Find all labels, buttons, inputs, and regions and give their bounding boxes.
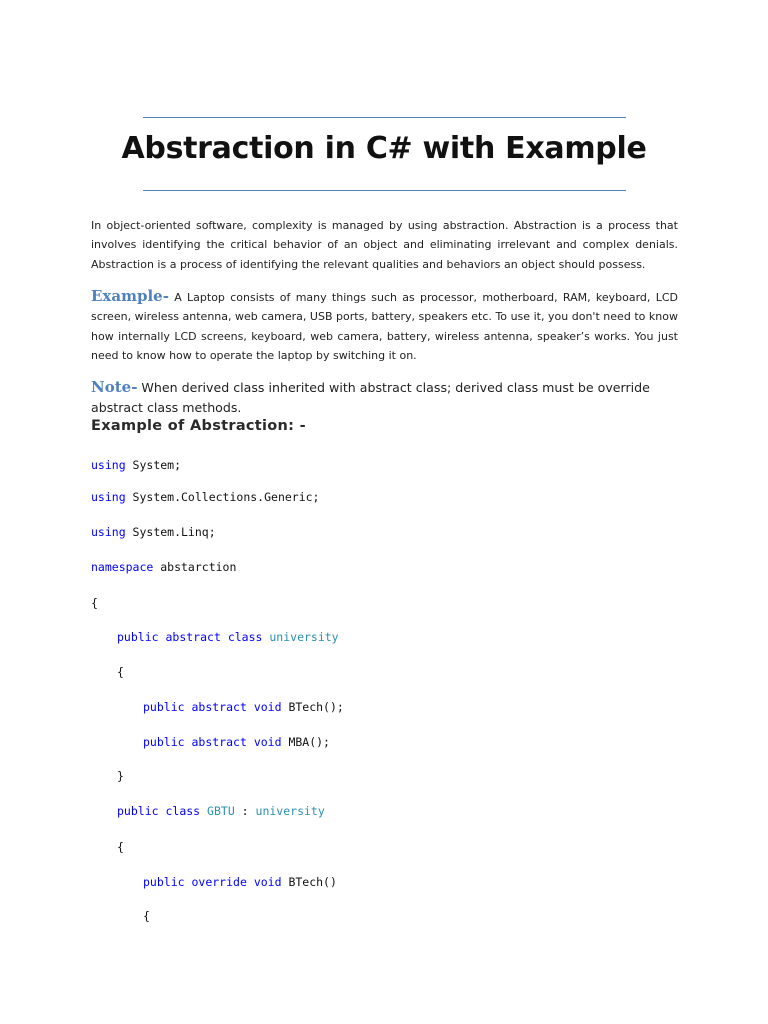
title-top-rule	[143, 117, 626, 118]
code-line-open-brace	[117, 665, 124, 679]
code-keyword: class	[165, 804, 201, 818]
code-type: university	[255, 804, 325, 818]
code-keyword: override	[191, 875, 247, 889]
code-line-abstract-mba	[143, 735, 330, 749]
code-text: :	[234, 804, 256, 818]
code-line-namespace	[91, 560, 236, 574]
note-paragraph	[91, 377, 691, 418]
code-line-open-brace	[117, 840, 124, 854]
code-line-using-collections	[91, 490, 320, 504]
code-text: {	[117, 840, 124, 854]
code-text: System.Linq;	[125, 525, 216, 539]
code-text: }	[117, 769, 124, 783]
code-keyword: using	[91, 458, 126, 472]
code-line-abstract-btech	[143, 700, 344, 714]
code-text: BTech();	[281, 700, 344, 714]
code-line-class-gbtu	[117, 804, 325, 818]
code-text: BTech()	[281, 875, 337, 889]
example-paragraph	[91, 287, 678, 365]
code-keyword: abstract	[165, 630, 221, 644]
code-line-open-brace	[143, 909, 150, 923]
title-bottom-rule	[143, 190, 626, 191]
code-keyword: abstract	[191, 700, 247, 714]
code-keyword: public	[117, 630, 159, 644]
code-keyword: void	[253, 735, 282, 749]
code-text: abstarction	[153, 560, 237, 574]
note-label: Note-	[91, 378, 138, 396]
code-line-using-system	[91, 458, 181, 472]
example-subheading: Example of Abstraction: -	[91, 418, 306, 434]
code-keyword: public	[143, 875, 185, 889]
code-type: GBTU	[207, 804, 235, 818]
code-keyword: using	[91, 525, 126, 539]
intro-paragraph: In object-oriented software, complexity is managed by using abstraction. Abstraction is a process that involves identifying the critical behavior of an object and eliminating irrelevant and complex denials. Abstraction is a process of identifying the relevant qualities and behaviors an object should possess.	[91, 219, 678, 271]
code-keyword: void	[253, 700, 282, 714]
code-keyword: void	[253, 875, 282, 889]
code-line-class-university	[117, 630, 339, 644]
example-label: Example-	[91, 287, 169, 305]
code-line-open-brace	[91, 596, 98, 610]
code-line-close-brace	[117, 769, 124, 783]
page-title: Abstraction in C# with Example	[121, 131, 647, 166]
code-text: {	[91, 596, 98, 610]
code-keyword: public	[143, 700, 185, 714]
code-line-using-linq	[91, 525, 216, 539]
code-text: MBA();	[281, 735, 330, 749]
code-text: System;	[125, 458, 182, 472]
code-keyword: class	[227, 630, 263, 644]
code-type: university	[269, 630, 339, 644]
code-keyword: abstract	[191, 735, 247, 749]
code-keyword: using	[91, 490, 126, 504]
code-text: {	[143, 909, 150, 923]
example-text: A Laptop consists of many things such as processor, motherboard, RAM, keyboard, LCD screen, wireless antenna, web camera, USB ports, battery, speakers etc. To use it, you don't need to know how internally LCD screens, keyboard, web camera, battery, wireless antenna, speaker’s works. You just need to know how to operate the laptop by switching it on.	[91, 291, 678, 362]
note-text: When derived class inherited with abstract class; derived class must be override abstract class methods.	[91, 380, 650, 415]
code-text: {	[117, 665, 124, 679]
code-line-override-btech	[143, 875, 337, 889]
code-keyword: public	[143, 735, 185, 749]
code-keyword: namespace	[91, 560, 154, 574]
code-text: System.Collections.Generic;	[125, 490, 320, 504]
code-keyword: public	[117, 804, 159, 818]
